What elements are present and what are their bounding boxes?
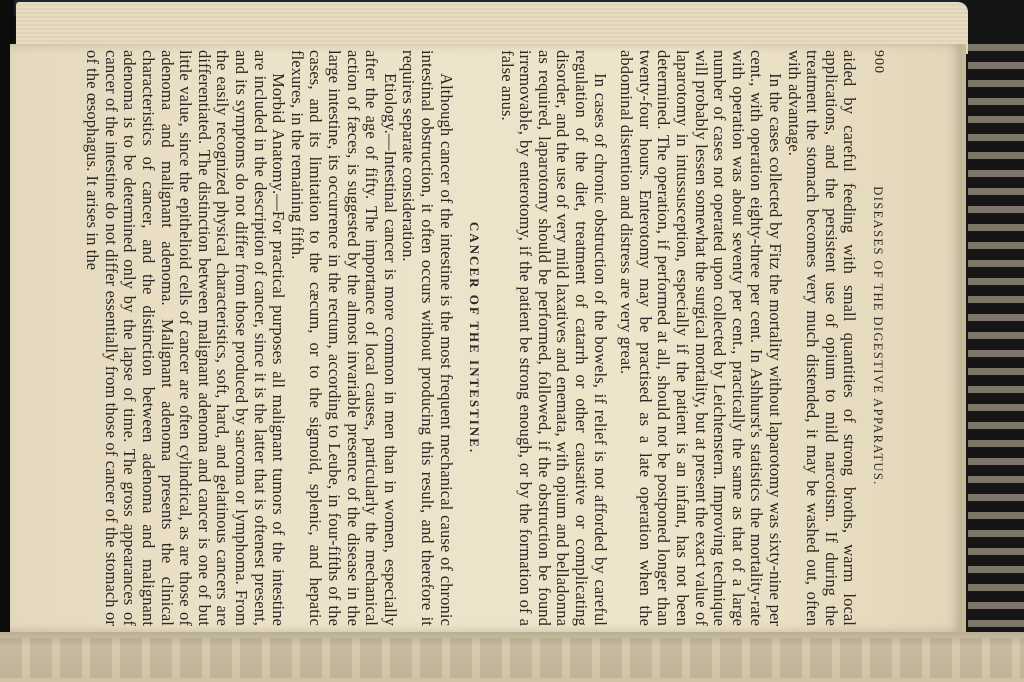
page-number: 900 — [871, 50, 886, 74]
paragraph: aided by careful feeding with small quantities of strong broths, warm local applications, and the persistent use of opium to mild narcotism. If during the treatment the stomach becomes very much distended, it may be washed out, often with advantage. — [784, 50, 860, 626]
paragraph: In cases of chronic obstruction of the bowels, if relief is not afforded by careful regulation of the diet, treatment of catarrh or other causative or complicating disorder, and the use of very mild laxatives and enemata, with opium and belladonna as required, laparotomy should be performed, followed, if the obstruction be found irremovable, by enterotomy, if the patient be strong enough, or by the formation of a false anus. — [497, 50, 610, 626]
facing-page-edge — [0, 632, 1024, 682]
paragraph: Morbid Anatomy.—For practical purposes all malignant tumors of the intestine are included in the description of cancer, since it is the latter that is oftenest present, and its symptoms do not differ from those produced by sarcoma or lymphoma. From the easily recognized physical characteristics, soft, hard, and gelatinous cancers are differentiated. The distinction between malignant adenoma and cancer is one of but little value, since the epithelioid cells of cancer are often cylindrical, as are those of adenoma and malignant adenoma. Malignant adenoma presents the clinical characteristics of cancer, and the distinction between adenoma and malignant adenoma is to be determined only by the lapse of time. The gross appearances of cancer of the intestine do not differ essentially from those of cancer of the stomach or of the œsophagus. It arises in the — [83, 50, 289, 626]
section-heading: CANCER OF THE INTESTINE. — [467, 221, 483, 455]
paragraph: In the cases collected by Fitz the mortality without laparotomy was sixty-nine per cent., with operation eighty-three per cent. In Ashhurst's statistics the mortality-rate with operation was about seventy per cent., practically the same as that of a large number of cases not operated upon collected by Leichtenstern. Improving technique will probably lessen somewhat the surgical mortality, but at present the exact value of laparotomy in intussusception, especially if the patient is an infant, has not been determined. The operation, if performed at all, should not be postponed longer than twenty-four hours. Enterotomy may be practised as a late operation when the abdominal distention and distress are very great. — [617, 50, 786, 626]
paragraph: Although cancer of the intestine is the most frequent mechanical cause of chronic intestinal obstruction, it often occurs without producing this result, and therefore it requires separate consideration. — [399, 50, 456, 626]
page-text-block — [83, 50, 887, 626]
facing-page-ghost-text — [968, 44, 1024, 632]
paragraph: Etiology.—Intestinal cancer is more common in men than in women, especially after the age of fifty. The importance of local causes, particularly the mechanical action of fæces, is suggested by the almost invariable presence of the disease in the large intestine, its occurrence in the rectum, according to Leube, in four-fifths of the cases, and its limitation to the cæcum, or to the sigmoid, splenic, and hepatic flexures, in the remaining fifth. — [287, 50, 400, 626]
running-title: DISEASES OF THE DIGESTIVE APPARATUS. — [871, 186, 885, 486]
running-header — [868, 50, 887, 626]
